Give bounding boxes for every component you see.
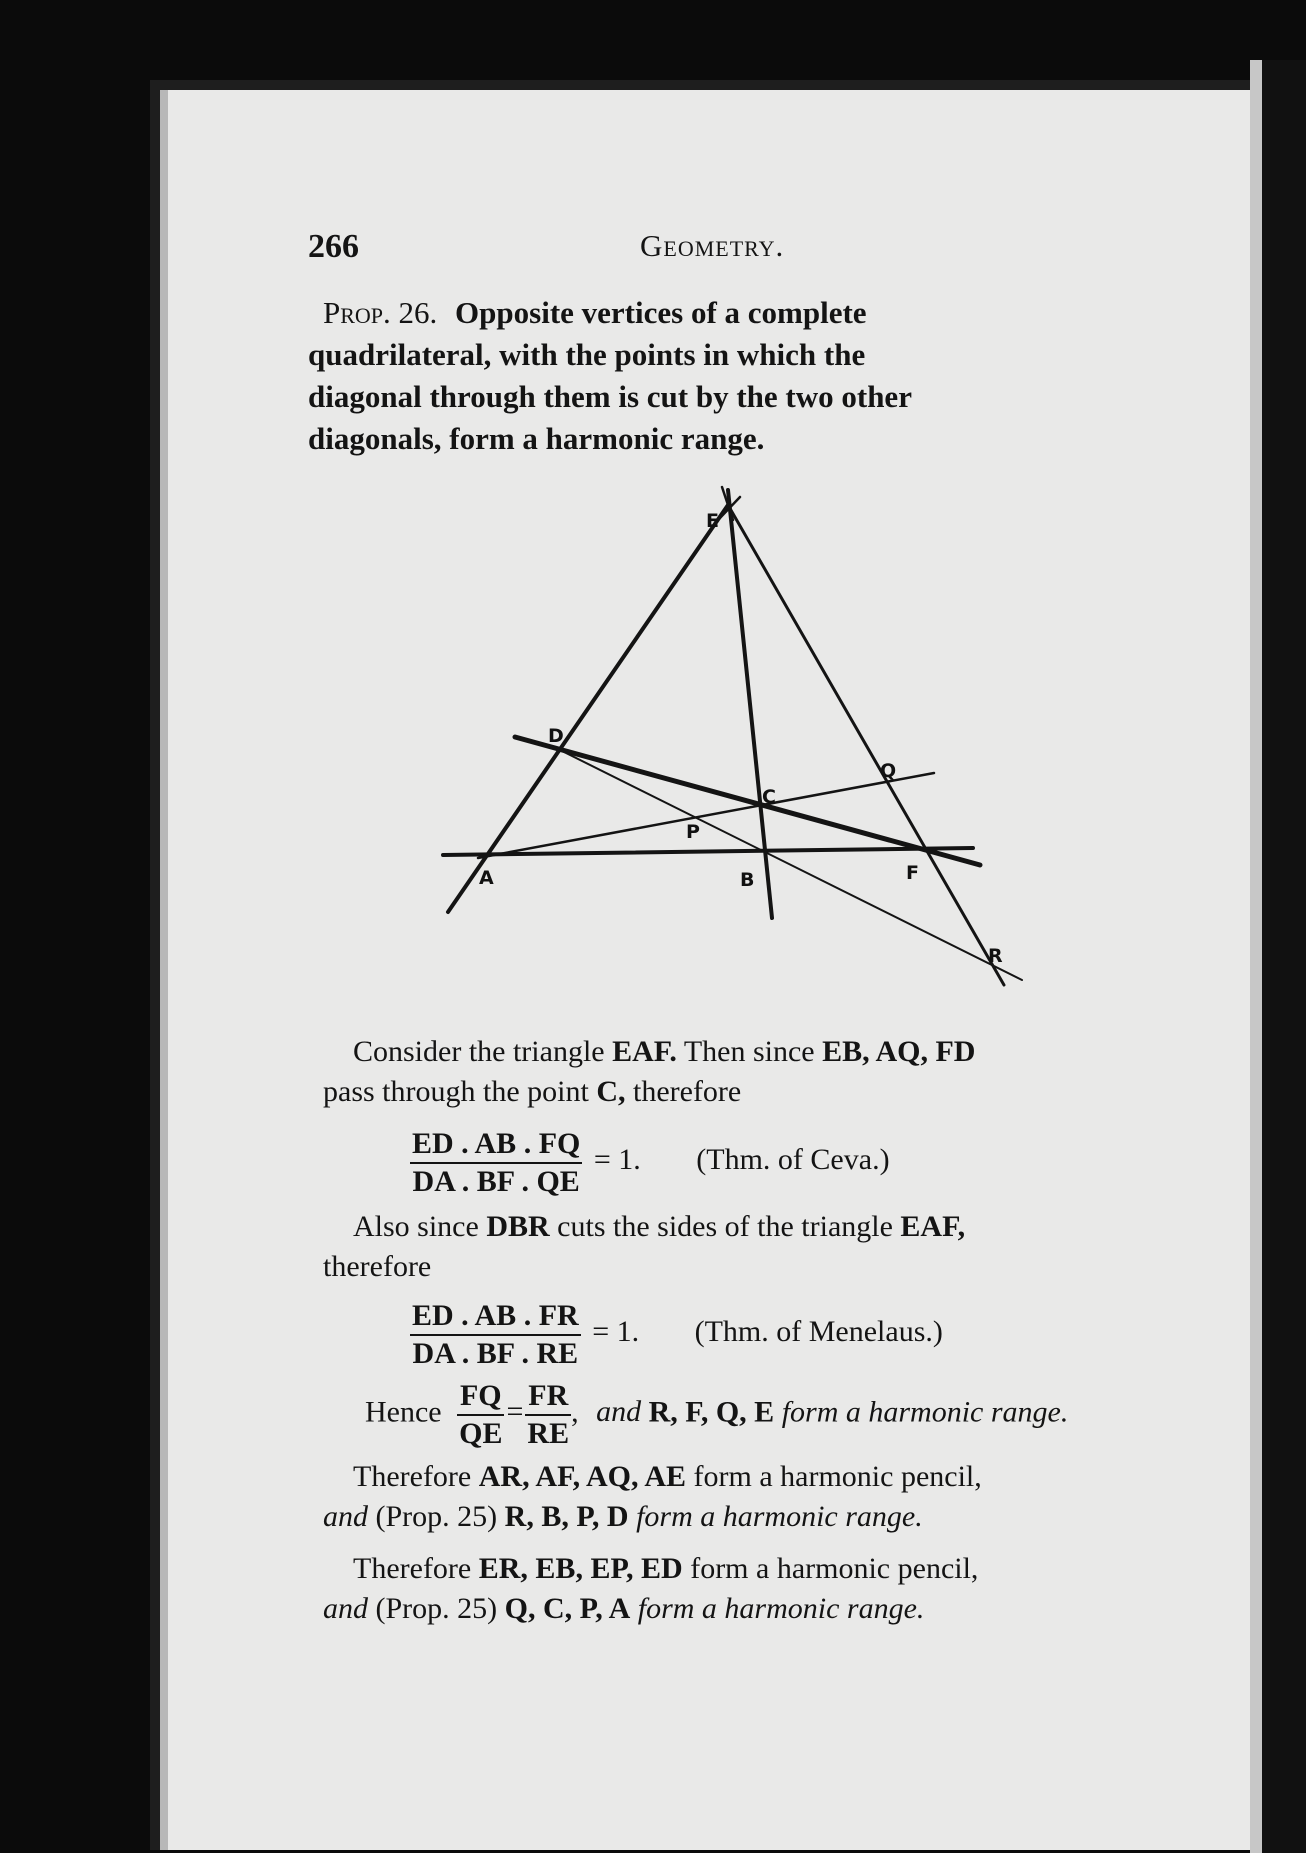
proposition-line-3: diagonal through them is cut by the two other [308, 379, 912, 414]
running-title: Geometry. [640, 228, 785, 263]
text: ER, EB, EP, ED [478, 1552, 683, 1585]
menelaus-fraction [410, 1300, 581, 1369]
label-r: R [988, 945, 1003, 967]
label-q: Q [880, 760, 897, 782]
label-p: P [686, 821, 700, 843]
label-b: B [740, 869, 755, 891]
proof-line-3 [353, 1210, 965, 1244]
text: EB, AQ, FD [822, 1035, 976, 1068]
proof-line-4 [323, 1250, 431, 1284]
denominator: DA . BF . QE [412, 1164, 580, 1198]
text: Therefore [353, 1552, 479, 1585]
points-rfqe: R, F, Q, E [648, 1395, 775, 1429]
line-aq [478, 773, 934, 858]
numerator: ED . AB . FQ [410, 1128, 582, 1164]
menelaus-reference: (Thm. of Menelaus.) [694, 1315, 943, 1349]
ceva-equation [410, 1128, 890, 1197]
equals-one: = 1. [592, 1315, 640, 1349]
line-ef [728, 505, 1004, 985]
page-number: 266 [308, 228, 359, 265]
proposition-line-4: diagonals, form a harmonic range. [308, 421, 765, 456]
line-df [515, 737, 980, 865]
proof-line-1 [353, 1035, 975, 1069]
text: and [323, 1592, 368, 1625]
proposition-line-2: quadrilateral, with the points in which the [308, 337, 866, 372]
proof-line-5 [353, 1460, 982, 1494]
numerator: ED . AB . FR [410, 1300, 581, 1336]
numerator: FQ [457, 1380, 504, 1416]
proposition-text-1: Opposite vertices of a complete [455, 295, 867, 330]
hence-word: Hence [365, 1395, 442, 1429]
ceva-fraction [410, 1128, 582, 1197]
label-d: D [548, 725, 564, 747]
proof-line-7 [353, 1552, 978, 1586]
fraction-fr-re [525, 1380, 571, 1449]
text: AR, AF, AQ, AE [478, 1460, 687, 1493]
harmonic-range-text: form a harmonic range. [781, 1395, 1069, 1429]
text: Q, C, P, A [504, 1592, 631, 1625]
text: DBR [486, 1210, 550, 1243]
proof-line-8 [323, 1592, 924, 1626]
numerator: FR [525, 1380, 571, 1416]
equals-one: = 1. [593, 1143, 641, 1177]
line-eb [728, 490, 772, 918]
label-f: F [906, 862, 919, 884]
proposition-label: Prop. 26. [323, 295, 438, 330]
text: therefore [625, 1075, 742, 1108]
proof-line-6 [323, 1500, 923, 1534]
text: C, [596, 1075, 626, 1108]
text: Also since [353, 1210, 487, 1243]
text: EAF, [900, 1210, 966, 1243]
line-dr [560, 750, 1022, 980]
text: form a harmonic pencil, [682, 1552, 979, 1585]
label-e: E [706, 510, 719, 532]
denominator: RE [527, 1416, 570, 1450]
equals-sign: = [506, 1395, 524, 1429]
text: pass through the point [323, 1075, 597, 1108]
text: form a harmonic range. [628, 1500, 923, 1533]
hence-line [365, 1380, 1068, 1449]
text: R, B, P, D [504, 1500, 629, 1533]
text: Therefore [353, 1460, 479, 1493]
text: cuts the sides of the triangle [549, 1210, 901, 1243]
fraction-fq-qe [457, 1380, 504, 1449]
text: form a harmonic pencil, [686, 1460, 982, 1493]
text: and [323, 1500, 368, 1533]
and-word: and [596, 1395, 642, 1429]
text: (Prop. 25) [368, 1500, 505, 1533]
text: (Prop. 25) [368, 1592, 505, 1625]
text: EAF. [612, 1035, 677, 1068]
label-a: A [479, 867, 494, 889]
denominator: QE [459, 1416, 503, 1450]
text: Consider the triangle [353, 1035, 613, 1068]
denominator: DA . BF . RE [412, 1336, 579, 1370]
comma: , [571, 1395, 579, 1429]
proof-line-2 [323, 1075, 741, 1109]
text: therefore [323, 1250, 432, 1283]
text: form a harmonic range. [630, 1592, 925, 1625]
menelaus-equation [410, 1300, 943, 1369]
label-c: C [762, 786, 776, 808]
ceva-reference: (Thm. of Ceva.) [696, 1143, 890, 1177]
text: Then since [676, 1035, 823, 1068]
